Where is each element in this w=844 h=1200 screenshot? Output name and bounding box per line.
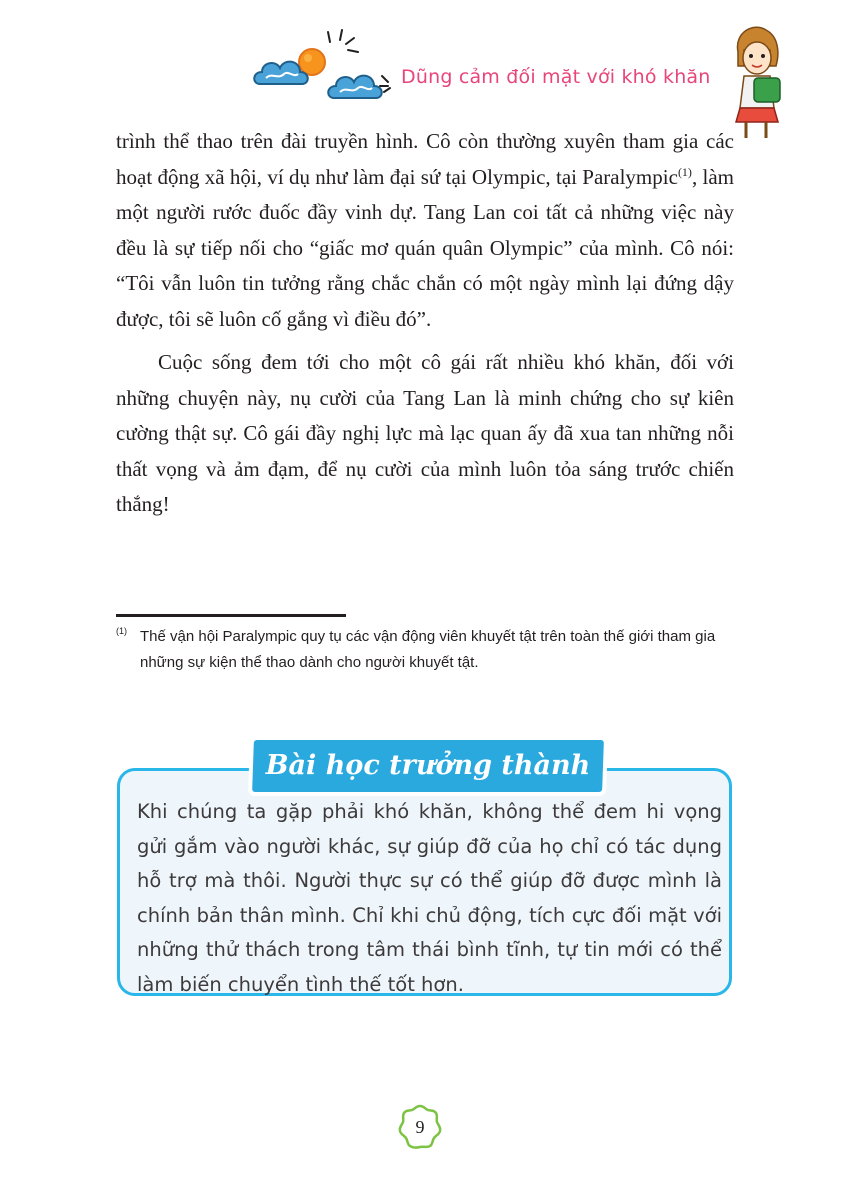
sun-rays-icon	[320, 28, 360, 68]
body-paragraph-1	[116, 124, 734, 337]
girl-illustration	[726, 22, 786, 142]
paragraph-text-continued: , làm một người rước đuốc đầy vinh dự. Tang Lan coi tất cả những việc này đều là sự tiếp nối cho “giấc mơ quán quân Olympic” của mình. Cô nói: “Tôi vẫn luôn tin tưởng rằng chắc chắn có một ngày mình lại đứng dậy được, tôi sẽ luôn cố gắng vì điều đó”.	[116, 164, 734, 331]
lesson-text: Khi chúng ta gặp phải khó khăn, không thể đem hi vọng gửi gắm vào người khác, sự giúp đỡ của họ chỉ có tác dụng hỗ trợ mà thôi. Người thực sự có thể giúp đỡ được mình là chính bản thân mình. Chỉ khi chủ động, tích cực đối mặt với những thử thách trong tâm thái bình tĩnh, tự tin mới có thể làm biến chuyển tình thế tốt hơn.	[137, 800, 722, 996]
page-number: 9	[415, 1117, 425, 1137]
page-header	[0, 0, 844, 140]
decor-marks-icon	[378, 72, 400, 96]
body-paragraph-2	[116, 345, 734, 523]
footnote-text: Thế vận hội Paralympic quy tụ các vận động viên khuyết tật trên toàn thế giới tham gia những sự kiện thể thao dành cho người khuyết tật.	[140, 628, 716, 671]
footnote-divider	[116, 614, 346, 617]
footnote-marker: (1)	[116, 626, 127, 636]
footnote-reference[interactable]: (1)	[677, 164, 692, 179]
footnote	[116, 624, 756, 676]
cloud-icon	[252, 52, 312, 92]
cloud-icon	[326, 64, 386, 106]
lesson-title: Bài học trưởng thành	[265, 750, 591, 781]
paragraph-text: trình thể thao trên đài truyền hình. Cô còn thường xuyên tham gia các hoạt động xã hội, ví dụ như làm đại sứ tại Olympic, tại Paralympic	[116, 129, 734, 189]
running-header-title: Dũng cảm đối mặt với khó khăn	[401, 66, 711, 88]
paragraph-text: Cuộc sống đem tới cho một cô gái rất nhiều khó khăn, đối với những chuyện này, nụ cười của Tang Lan là minh chứng cho sự kiên cường thật sự. Cô gái đầy nghị lực mà lạc quan ấy đã xua tan những nỗi thất vọng và ảm đạm, để nụ cười của mình luôn tỏa sáng trước chiến thắng!	[116, 350, 734, 516]
